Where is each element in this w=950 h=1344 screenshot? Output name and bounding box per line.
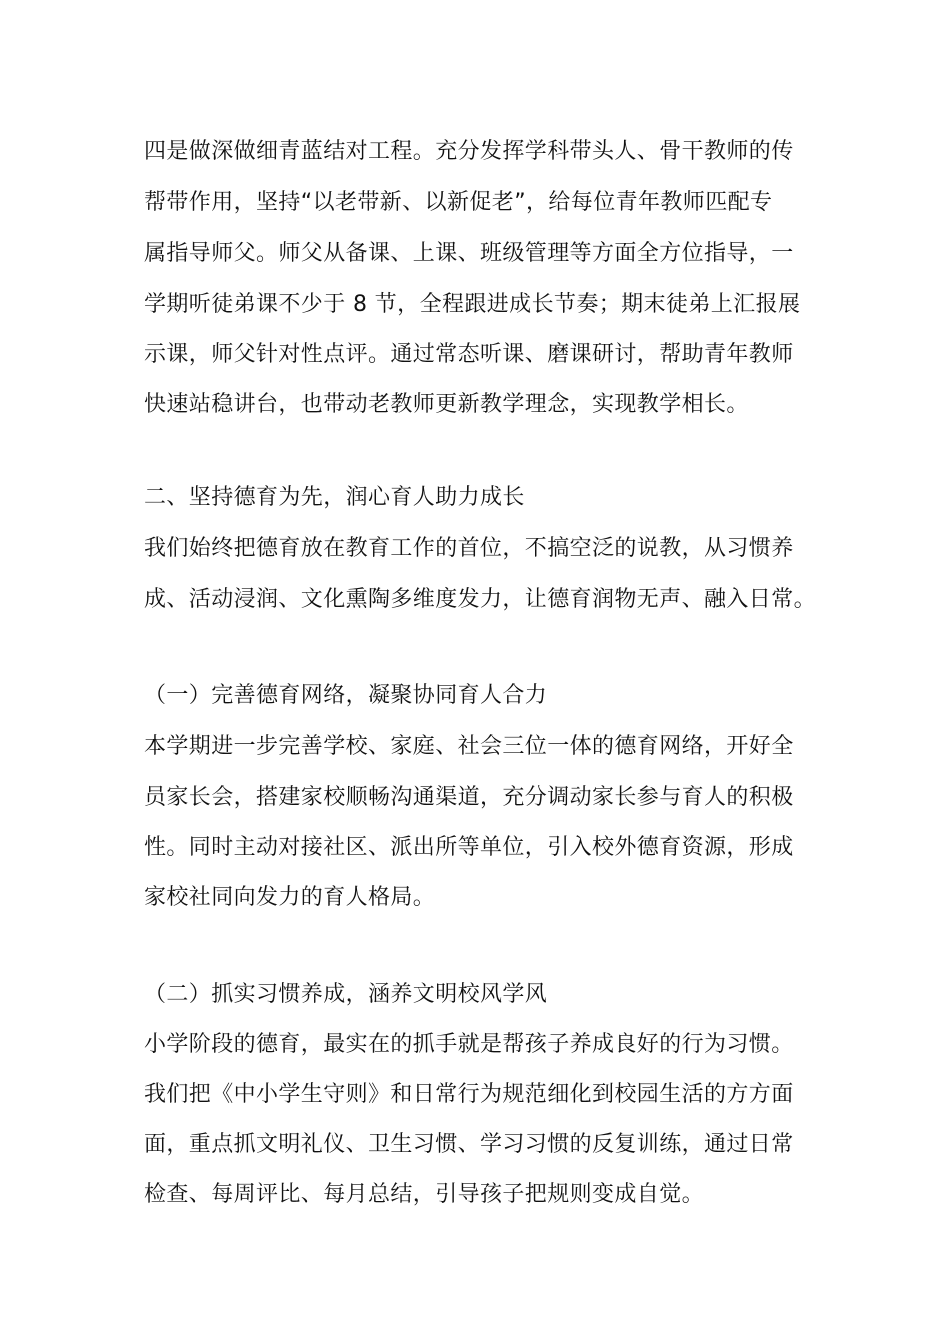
paragraph-line: 示课，师父针对性点评。通过常态听课、磨课研讨，帮助青年教师 (144, 342, 794, 367)
paragraph-line: 检查、每周评比、每月总结，引导孩子把规则变成自觉。 (144, 1182, 705, 1207)
paragraph-line: 属指导师父。师父从备课、上课、班级管理等方面全方位指导，一 (144, 241, 794, 266)
paragraph-line: 小学阶段的德育，最实在的抓手就是帮孩子养成良好的行为习惯。 (144, 1032, 794, 1057)
subsection-heading: （一）完善德育网络，凝聚协同育人合力 (144, 683, 548, 708)
section-heading: 二、坚持德育为先，润心育人助力成长 (144, 485, 525, 510)
paragraph-line: 快速站稳讲台，也带动老教师更新教学理念，实现教学相长。 (144, 392, 749, 417)
paragraph-line: 成、活动浸润、文化熏陶多维度发力，让德育润物无声、融入日常。 (144, 587, 817, 612)
subsection-heading: （二）抓实习惯养成，涵养文明校风学风 (144, 982, 548, 1007)
paragraph-line: 我们把《中小学生守则》和日常行为规范细化到校园生活的方方面 (144, 1082, 794, 1107)
paragraph-line: 性。同时主动对接社区、派出所等单位，引入校外德育资源，形成 (144, 835, 794, 860)
paragraph-line: 员家长会，搭建家校顺畅沟通渠道，充分调动家长参与育人的积极 (144, 785, 794, 810)
paragraph-line: 面，重点抓文明礼仪、卫生习惯、学习习惯的反复训练，通过日常 (144, 1132, 794, 1157)
paragraph-line: 四是做深做细青蓝结对工程。充分发挥学科带头人、骨干教师的传 (144, 139, 794, 164)
paragraph-line: 帮带作用，坚持“以老带新、以新促老”，给每位青年教师匹配专 (144, 190, 773, 215)
paragraph-line: 我们始终把德育放在教育工作的首位，不搞空泛的说教，从习惯养 (144, 536, 794, 561)
paragraph-line: 本学期进一步完善学校、家庭、社会三位一体的德育网络，开好全 (144, 734, 794, 759)
paragraph-line: 学期听徒弟课不少于 8 节，全程跟进成长节奏；期末徒弟上汇报展 (144, 292, 801, 317)
paragraph-line: 家校社同向发力的育人格局。 (144, 885, 436, 910)
